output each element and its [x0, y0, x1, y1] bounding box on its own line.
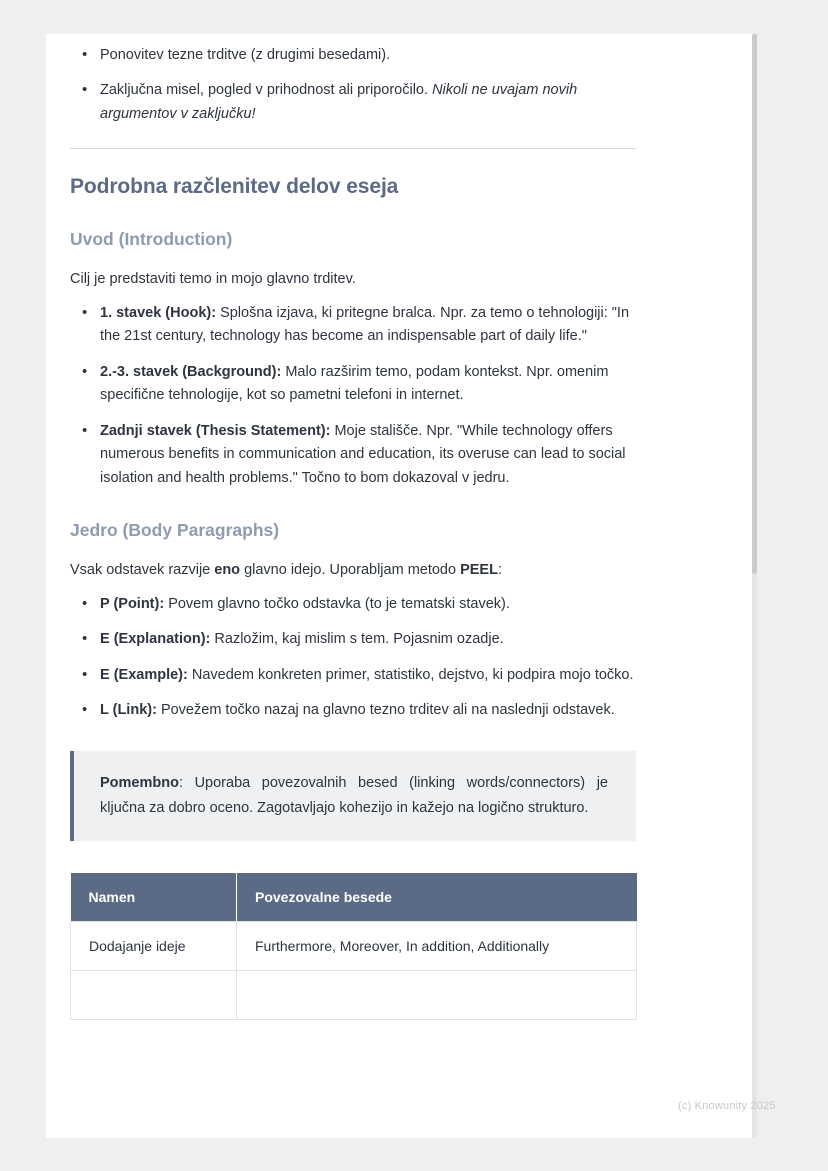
item-label: L (Link): [100, 702, 157, 719]
list-item [100, 664, 650, 687]
intro-lead-text: Cilj je predstaviti temo in mojo glavno trditev. [70, 271, 356, 288]
table-cell [71, 970, 237, 1019]
bullet-text: Ponovitev tezne trditve (z drugimi besedami). [100, 47, 391, 63]
body-lead-text [70, 559, 650, 582]
conclusion-bullet-list [70, 44, 650, 126]
connectors-table [70, 873, 637, 1020]
item-label: Zadnji stavek (Thesis Statement): [100, 422, 331, 439]
section-divider [70, 148, 636, 149]
table-cell: Dodajanje ideje [71, 921, 237, 970]
table-header-row [71, 873, 637, 922]
item-text: Malo razširim temo, podam kontekst. Npr. omenim specifične tehnologije, kot so pametni telefoni in internet. [100, 363, 609, 404]
table-cell [237, 970, 637, 1019]
list-item [100, 79, 650, 126]
lead-part-3: : [497, 562, 502, 579]
list-item [100, 44, 650, 67]
lead-part-1: Vsak odstavek razvije [70, 562, 215, 579]
item-label: P (Point): [100, 595, 165, 612]
item-label: E (Explanation): [100, 631, 211, 648]
item-label: 2.-3. stavek (Background): [100, 363, 282, 380]
table-header-cell: Povezovalne besede [237, 873, 637, 922]
peel-bullet-list [70, 593, 650, 723]
bullet-text: Zaključna misel, pogled v prihodnost ali priporočilo. [100, 82, 433, 99]
item-text: Razložim, kaj mislim s tem. Pojasnim ozadje. [210, 631, 504, 648]
list-item [100, 302, 650, 349]
list-item [100, 628, 650, 651]
scrollbar-thumb[interactable] [752, 34, 757, 574]
item-text: Splošna izjava, ki pritegne bralca. Npr. za temo o tehnologiji: "In the 21st century, technology has become an indispensable part of daily life." [100, 304, 630, 345]
list-item [100, 361, 650, 408]
heading-uvod: Uvod (Introduction) [70, 229, 233, 250]
list-item [100, 699, 650, 722]
callout-text [100, 771, 608, 821]
list-item [100, 593, 650, 616]
item-text: Povem glavno točko odstavka (to je tematski stavek). [164, 595, 510, 612]
lead-part-2: glavno idejo. Uporabljam metodo [240, 562, 461, 579]
watermark: (c) Knowunity 2025 [678, 1100, 776, 1112]
item-label: 1. stavek (Hook): [100, 304, 217, 321]
table-cell: Furthermore, Moreover, In addition, Additionally [237, 921, 637, 970]
item-text: Povežem točko nazaj na glavno tezno trditev ali na naslednji odstavek. [156, 702, 615, 719]
document-page [46, 34, 753, 1138]
item-label: E (Example): [100, 666, 188, 683]
list-item [100, 420, 650, 490]
important-callout [70, 751, 636, 841]
item-text: Moje stališče. Npr. "While technology offers numerous benefits in communication and education, its overuse can lead to social isolation and health problems." Točno to bom dokazoval v jedru. [100, 422, 626, 486]
page-title: Podrobna razčlenitev delov eseja [70, 175, 399, 199]
item-text: Navedem konkreten primer, statistiko, dejstvo, ki podpira mojo točko. [187, 666, 634, 683]
callout-label: Pomembno [100, 774, 179, 791]
document-content [46, 44, 686, 1020]
table-row [71, 921, 637, 970]
table-header-cell: Namen [71, 873, 237, 922]
intro-bullet-list [70, 302, 650, 490]
lead-bold-2: PEEL [460, 562, 498, 579]
table-row [71, 970, 637, 1019]
callout-body: : Uporaba povezovalnih besed (linking words/connectors) je ključna za dobro oceno. Zagotavljajo kohezijo in kažejo na logično strukturo. [100, 774, 608, 816]
bullet-text-italic: Nikoli ne uvajam novih argumentov v zaključku! [100, 82, 578, 122]
lead-bold-1: eno [214, 562, 241, 579]
heading-jedro: Jedro (Body Paragraphs) [70, 520, 280, 541]
